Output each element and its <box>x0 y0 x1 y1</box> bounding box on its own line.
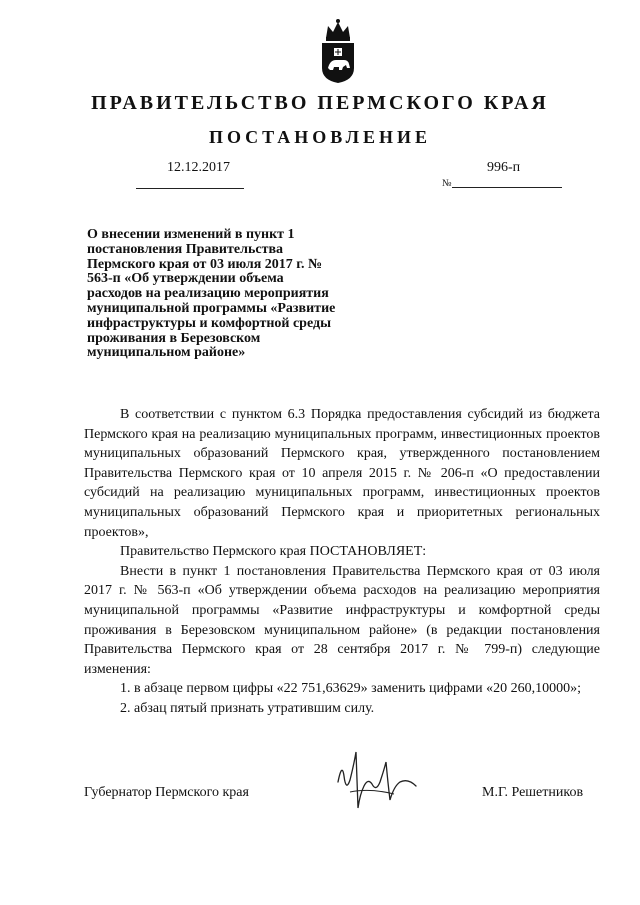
body-paragraph-amend: Внести в пункт 1 постановления Правительства Пермского края от 03 июля 2017 г. № 563-п «Об утверждении объема расходов на реализацию мероприятия муниципальной программы «Развитие инфраструктуры и комфортной среды проживания в Березовском муниципальном районе» (в редакции постановления Правительства Пермского края от 28 сентября 2017 г. № 799-п) следующие изменения: <box>84 563 600 677</box>
body-item-2: 2. абзац пятый признать утратившим силу. <box>120 700 375 716</box>
document-subject: О внесении изменений в пункт 1 постановления Правительства Пермского края от 03 июля 2017 г. № 563-п «Об утверждении объема расходов на реализацию мероприятия муниципальной программы «Развитие инфраструктуры и комфортной среды проживания в Березовском муниципальном районе» <box>87 227 336 361</box>
body-paragraph-resolves: Правительство Пермского края ПОСТАНОВЛЯЕТ: <box>120 544 427 560</box>
body-item-1: 1. в абзаце первом цифры «22 751,63629» заменить цифрами «20 260,10000»; <box>120 681 581 697</box>
handwritten-signature <box>320 742 430 822</box>
coat-of-arms-icon <box>318 18 358 84</box>
date-underline <box>136 188 244 189</box>
number-underline <box>452 187 562 188</box>
body-paragraph-basis: В соответствии с пунктом 6.3 Порядка предоставления субсидий из бюджета Пермского края на реализацию муниципальных программ, инвестиционных проектов муниципальных образований Пермского края, утвержденного постановлением Правительства Пермского края от 10 апреля 2015 г. № 206-п «О предоставлении субсидий на реализацию муниципальных программ, инвестиционных проектов муниципальных образований Пермского края и приоритетных региональных проектов», <box>84 407 600 540</box>
government-title: ПРАВИТЕЛЬСТВО ПЕРМСКОГО КРАЯ <box>91 92 549 114</box>
document-date: 12.12.2017 <box>167 160 230 175</box>
document-body <box>84 405 600 719</box>
number-sign: № <box>442 178 452 189</box>
document-type: ПОСТАНОВЛЕНИЕ <box>208 127 432 147</box>
signatory-name: М.Г. Решетников <box>482 785 584 800</box>
signatory-position: Губернатор Пермского края <box>84 785 249 800</box>
document-number: 996-п <box>487 160 521 175</box>
